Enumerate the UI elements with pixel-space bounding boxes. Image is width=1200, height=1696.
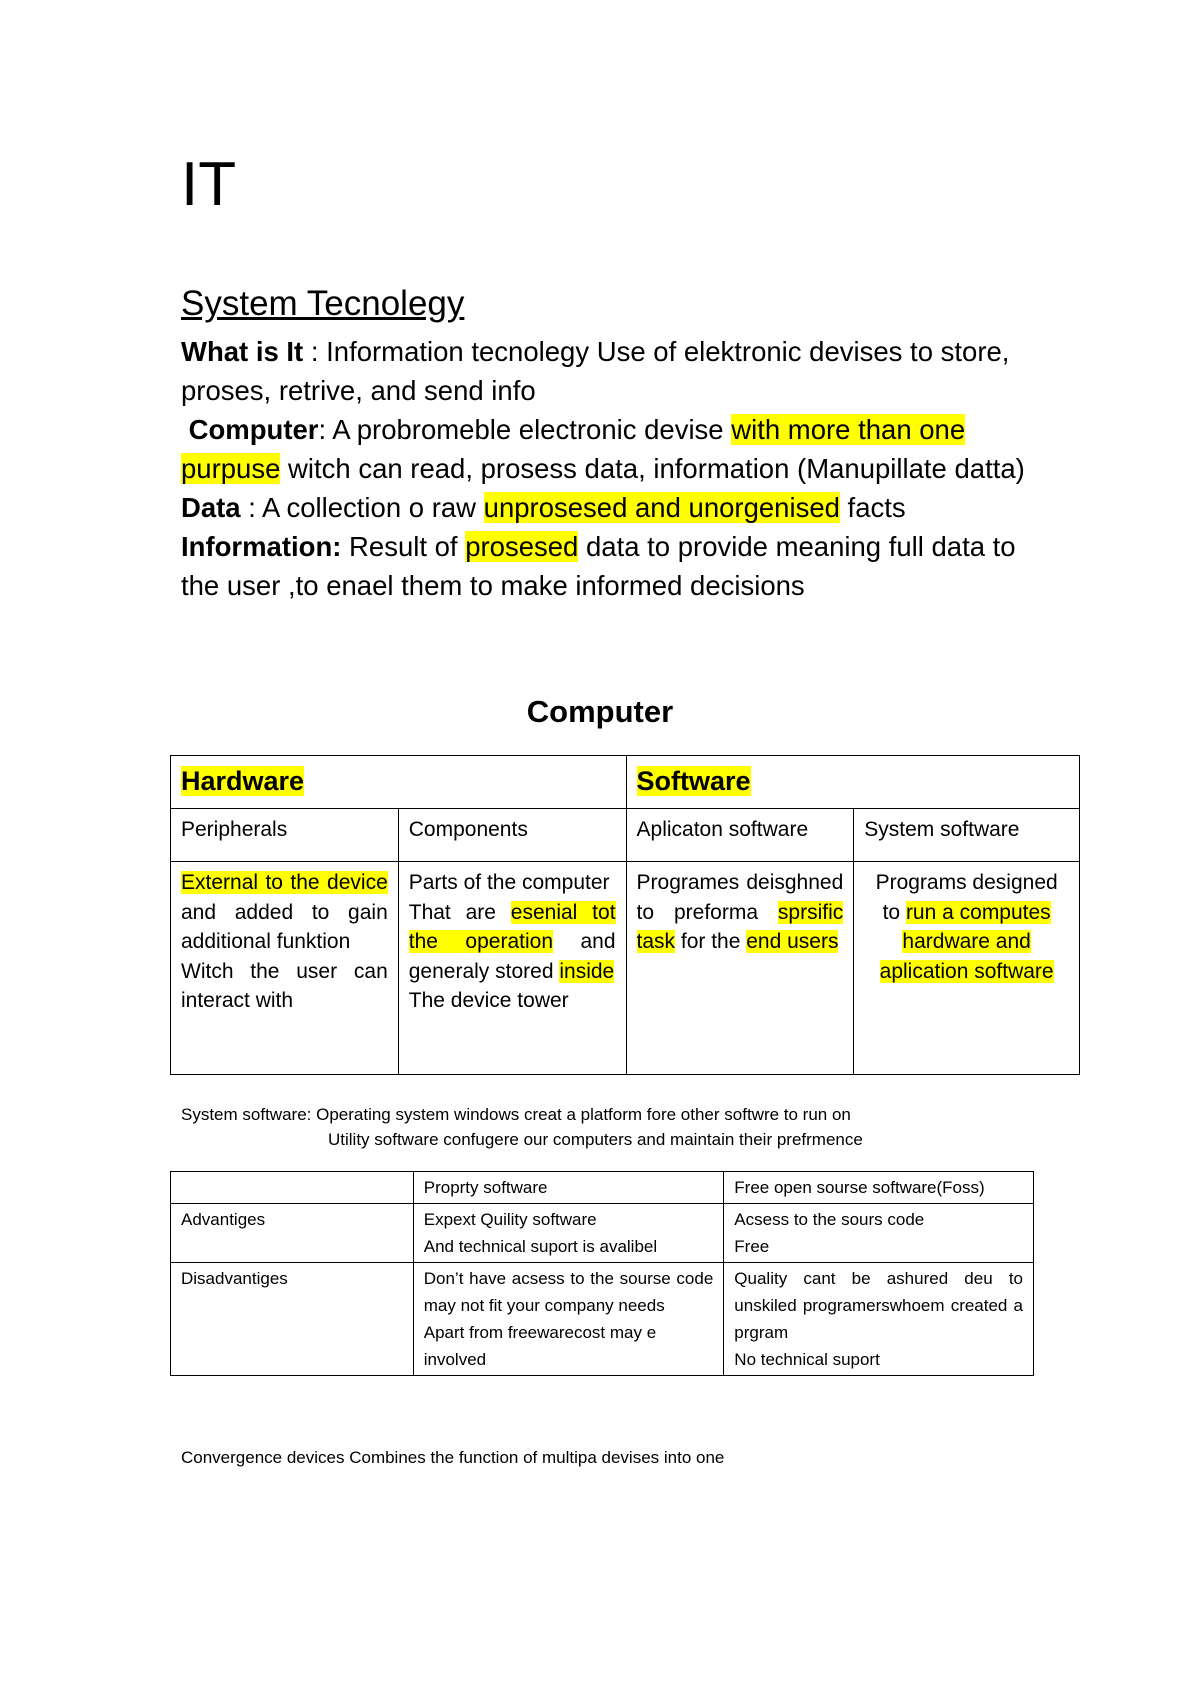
what-is-label: What is It xyxy=(181,336,304,367)
intro-definitions xyxy=(181,332,1041,605)
foss-disadvantage-1: Quality cant be ashured deu to unskiled programerswhoem created a prgram xyxy=(734,1269,1023,1342)
what-is-it-definition xyxy=(181,332,1041,410)
software-comparison-table xyxy=(170,1171,1034,1376)
computer-table-header-row xyxy=(171,756,1080,809)
proprietary-advantage-1: Expext Quility software xyxy=(423,1210,597,1229)
document-title: IT xyxy=(181,150,237,219)
computer-table xyxy=(170,755,1080,1075)
data-text-1: : A collection o raw xyxy=(240,492,484,523)
information-text-1: Result of xyxy=(341,531,466,562)
system-highlight: run a computes hardware and aplication software xyxy=(879,900,1054,983)
convergence-devices-note: Convergence devices Combines the function of multipa devises into one xyxy=(181,1448,725,1467)
application-text-1: Programes deisghned to preforma xyxy=(636,871,844,924)
proprietary-disadvantage-2: Apart from freewarecost may e involved xyxy=(423,1323,657,1369)
system-software-note: System software: Operating system windows creat a platform fore other softwre to run on xyxy=(181,1105,851,1124)
foss-header: Free open sourse software(Foss) xyxy=(724,1172,1034,1204)
hardware-header: Hardware xyxy=(181,766,305,797)
peripherals-highlight: External to the device xyxy=(181,871,388,894)
system-text-1: Programs designed to xyxy=(875,871,1058,924)
data-text-2: facts xyxy=(839,492,906,523)
peripherals-header: Peripherals xyxy=(171,809,399,862)
application-text-2: for the xyxy=(675,930,747,953)
disadvantages-label: Disadvantiges xyxy=(171,1263,414,1376)
components-text-3: and generaly stored xyxy=(408,930,616,983)
proprietary-disadvantage-1: Don’t have acsess to the sourse code may not fit your company needs xyxy=(423,1269,714,1315)
data-label: Data xyxy=(181,492,241,523)
computer-text-2: witch can read, prosess data, information (Manupillate datta) xyxy=(280,453,1025,484)
components-text-4: The device tower xyxy=(408,989,569,1012)
proprietary-advantages-cell xyxy=(413,1204,724,1263)
computer-table-subheader-row xyxy=(171,809,1080,862)
foss-disadvantages-cell xyxy=(724,1263,1034,1376)
computer-text-1: : A probromeble electronic devise xyxy=(318,414,732,445)
components-header: Components xyxy=(398,809,626,862)
peripherals-text-1: and added to gain additional funktion xyxy=(181,900,388,953)
utility-software-note: Utility software confugere our computers and maintain their prefrmence xyxy=(328,1130,863,1149)
information-highlight: prosesed xyxy=(465,531,579,562)
foss-advantages-cell xyxy=(724,1204,1034,1263)
computer-heading: Computer xyxy=(526,694,674,729)
advantages-row xyxy=(171,1204,1034,1263)
foss-disadvantage-2: No technical suport xyxy=(734,1350,880,1369)
proprietary-header: Proprty software xyxy=(413,1172,724,1204)
advantages-label: Advantiges xyxy=(171,1204,414,1263)
what-is-text: : Information tecnolegy Use of elektronic devises to store, proses, retrive, and send info xyxy=(181,336,1010,406)
components-cell xyxy=(398,862,626,1075)
components-text-1: Parts of the computer xyxy=(408,871,610,894)
disadvantages-row xyxy=(171,1263,1034,1376)
computer-label: Computer xyxy=(188,414,319,445)
empty-header-cell xyxy=(171,1172,414,1204)
data-definition xyxy=(181,488,1041,527)
information-text-2: data to provide meaning full data to the user ,to enael them to make informed decisions xyxy=(181,531,1016,601)
hardware-header-cell xyxy=(171,756,627,809)
application-software-cell xyxy=(626,862,854,1075)
components-highlight-1: esenial tot the operation xyxy=(408,900,616,953)
components-highlight-2: inside xyxy=(559,959,615,983)
foss-advantage-2: Free xyxy=(734,1237,770,1256)
computer-highlight: with more than one purpuse xyxy=(181,414,966,484)
foss-advantage-1: Acsess to the sours code xyxy=(734,1210,925,1229)
system-software-cell xyxy=(854,862,1080,1075)
data-highlight: unprosesed and unorgenised xyxy=(483,492,840,523)
system-software-header: System software xyxy=(854,809,1080,862)
proprietary-advantage-2: And technical suport is avalibel xyxy=(423,1237,658,1256)
computer-table-body-row xyxy=(171,862,1080,1075)
peripherals-text-2: Witch the user can interact with xyxy=(181,959,388,1012)
information-label: Information: xyxy=(181,531,342,562)
peripherals-cell xyxy=(171,862,399,1075)
proprietary-disadvantages-cell xyxy=(413,1263,724,1376)
application-software-header: Aplicaton software xyxy=(626,809,854,862)
information-definition xyxy=(181,527,1041,605)
section-title: System Tecnolegy xyxy=(181,284,465,323)
application-highlight-1: sprsific task xyxy=(636,900,844,953)
components-text-2: That are xyxy=(408,900,511,924)
software-header-cell xyxy=(626,756,1079,809)
computer-definition xyxy=(181,410,1041,488)
application-highlight-2: end users xyxy=(746,930,839,953)
software-header: Software xyxy=(636,766,751,797)
software-table-header-row xyxy=(171,1172,1034,1204)
